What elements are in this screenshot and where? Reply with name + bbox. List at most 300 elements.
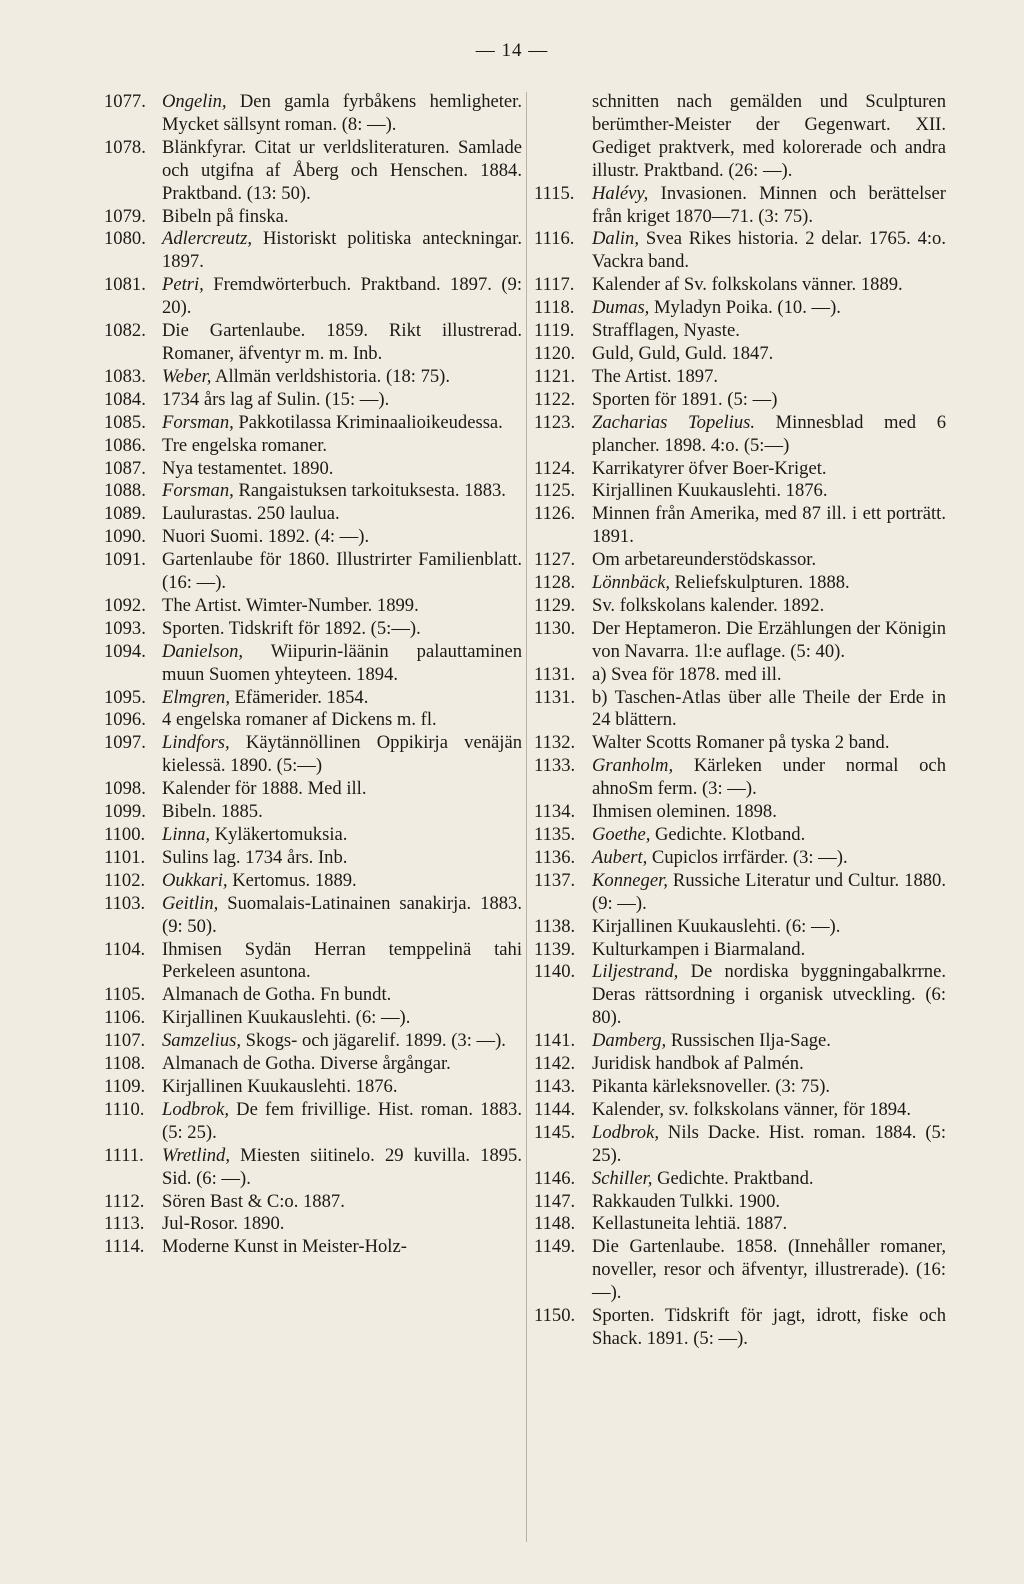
catalog-entry	[104, 1007, 522, 1030]
entry-text	[162, 274, 522, 320]
entry-description: Gedichte. Klotband.	[650, 824, 806, 845]
entry-number: 1139.	[534, 938, 576, 960]
entry-description: Nuori Suomi. 1892. (4: —).	[162, 526, 370, 548]
entry-description: Käytännöllinen Oppikirja venäjän kielessä. 1890. (5:—)	[162, 732, 522, 777]
entry-text	[162, 595, 522, 618]
entry-number: 1143.	[534, 1075, 576, 1097]
entry-description: Almanach de Gotha. Fn bundt.	[162, 984, 392, 1006]
entry-text	[162, 137, 522, 206]
entry-number: 1136.	[534, 846, 576, 868]
entry-text	[162, 709, 522, 732]
entry-author: Dumas,	[592, 297, 650, 319]
catalog-entry	[104, 618, 522, 641]
entry-text	[592, 870, 946, 916]
entry-description: Kyläkertomuksia.	[210, 824, 348, 845]
entry-number: 1079.	[104, 205, 146, 227]
entry-author: Lönnbäck,	[592, 572, 670, 594]
entry-description: Invasionen. Minnen och berättelser från kriget 1870—71. (3: 75).	[592, 182, 946, 227]
entry-text	[162, 1099, 522, 1145]
entry-description: Kulturkampen i Biarmaland.	[592, 938, 806, 960]
entry-number: 1094.	[104, 640, 146, 662]
entry-text	[592, 916, 946, 939]
entry-text	[592, 343, 946, 366]
entry-description: Myladyn Poika. (10. —).	[649, 297, 841, 319]
entry-number: 1121.	[534, 365, 576, 387]
entry-number: 1098.	[104, 778, 146, 800]
entry-text	[162, 1007, 522, 1030]
entry-number: 1102.	[104, 869, 146, 891]
entry-description: Sören Bast & C:o. 1887.	[162, 1190, 345, 1212]
entry-number: 1077.	[104, 91, 146, 112]
entry-text	[592, 1053, 946, 1076]
entry-text	[592, 1213, 946, 1236]
entry-description: Almanach de Gotha. Diverse årgångar.	[162, 1053, 451, 1075]
entry-description: Guld, Guld, Guld. 1847.	[592, 342, 774, 364]
entry-description: Pakkotilassa Kriminaalioikeudessa.	[233, 411, 503, 433]
entry-text	[162, 1236, 522, 1259]
entry-description: Kertomus. 1889.	[227, 869, 357, 891]
entry-author: Elmgren,	[162, 686, 230, 708]
entry-number: 1120.	[534, 342, 576, 364]
entry-number: 1137.	[534, 869, 576, 891]
catalog-entry	[104, 1191, 522, 1214]
catalog-entry	[534, 389, 946, 412]
entry-text	[592, 939, 946, 962]
entry-text	[162, 893, 522, 939]
catalog-entry	[534, 228, 946, 274]
entry-text	[162, 824, 522, 847]
entry-text	[162, 549, 522, 595]
catalog-entry	[104, 687, 522, 710]
entry-text	[162, 458, 522, 481]
catalog-entry	[534, 916, 946, 939]
entry-description: schnitten nach gemälden und Sculpturen berümther-Meister der Gegenwart. XII. Gediget praktverk, med kolorerade och andra illustr. Praktband. (26: —).	[592, 91, 946, 181]
catalog-entry	[534, 297, 946, 320]
entry-description: The Artist. 1897.	[592, 365, 719, 387]
entry-description: Ihmisen oleminen. 1898.	[592, 801, 777, 823]
entry-text	[592, 458, 946, 481]
entry-number: 1093.	[104, 617, 146, 639]
catalog-entry	[534, 847, 946, 870]
catalog-entry	[104, 206, 522, 229]
entry-number: 1131.	[534, 663, 576, 685]
catalog-entry	[104, 1213, 522, 1236]
entry-number: 1097.	[104, 732, 146, 754]
catalog-entry	[104, 1099, 522, 1145]
entry-description: Jul-Rosor. 1890.	[162, 1213, 285, 1235]
catalog-entry	[534, 801, 946, 824]
entry-number: 1122.	[534, 388, 576, 410]
catalog-entry	[104, 389, 522, 412]
entry-text	[162, 1191, 522, 1214]
entry-text	[592, 183, 946, 229]
entry-description: Rakkauden Tulkki. 1900.	[592, 1190, 781, 1212]
entry-number: 1110.	[104, 1098, 145, 1120]
entry-description: Walter Scotts Romaner på tyska 2 band.	[592, 732, 890, 754]
entry-description: Kärleken under normal och ahnoSm ferm. (3: —).	[592, 755, 946, 800]
catalog-entry	[534, 961, 946, 1030]
entry-text	[592, 320, 946, 343]
entry-text	[592, 366, 946, 389]
entry-text	[162, 870, 522, 893]
catalog-entry	[104, 503, 522, 526]
catalog-entry	[104, 458, 522, 481]
catalog-entry	[534, 1213, 946, 1236]
entry-number: 1117.	[534, 274, 575, 296]
entry-number: 1150.	[534, 1305, 576, 1327]
entry-number: 1101.	[104, 846, 146, 868]
entry-text	[592, 1099, 946, 1122]
entry-description: Kirjallinen Kuukauslehti. 1876.	[592, 480, 828, 502]
catalog-entry	[534, 755, 946, 801]
catalog-entry	[104, 1236, 522, 1259]
entry-number: 1096.	[104, 709, 146, 731]
entry-text	[162, 1145, 522, 1191]
catalog-entry	[534, 549, 946, 572]
catalog-entry	[534, 732, 946, 755]
catalog-entry	[534, 1191, 946, 1214]
entry-description: Historiskt politiska anteckningar. 1897.	[162, 228, 522, 273]
entry-description: Russiche Literatur und Cultur. 1880. (9: —).	[592, 869, 946, 914]
entry-number: 1105.	[104, 984, 146, 1006]
entry-number: 1118.	[534, 297, 575, 319]
entry-description: 4 engelska romaner af Dickens m. fl.	[162, 709, 437, 731]
entry-number: 1099.	[104, 801, 146, 823]
entry-number: 1146.	[534, 1167, 576, 1189]
entry-description: Strafflagen, Nyaste.	[592, 320, 740, 342]
entry-number: 1104.	[104, 938, 146, 960]
entry-text	[162, 412, 522, 435]
entry-description: Laulurastas. 250 laulua.	[162, 503, 340, 525]
entry-text	[592, 618, 946, 664]
entry-text	[592, 91, 946, 183]
entry-number: 1125.	[534, 480, 576, 502]
entry-number: 1086.	[104, 434, 146, 456]
entry-author: Oukkari,	[162, 869, 228, 891]
entry-text	[162, 641, 522, 687]
entry-description: Bibeln. 1885.	[162, 801, 263, 823]
catalog-entry	[534, 687, 946, 733]
entry-text	[592, 1030, 946, 1053]
entry-author: Konneger,	[592, 869, 668, 891]
entry-description: Rangaistuksen tarkoituksesta. 1883.	[233, 480, 506, 502]
catalog-entry	[534, 1099, 946, 1122]
entry-text	[162, 526, 522, 549]
entry-text	[592, 755, 946, 801]
entry-author: Forsman,	[162, 411, 234, 433]
entry-text	[162, 1030, 522, 1053]
entry-number: 1090.	[104, 526, 146, 548]
entry-text	[592, 1122, 946, 1168]
catalog-entry	[534, 870, 946, 916]
catalog-entry	[104, 893, 522, 939]
entry-number: 1092.	[104, 594, 146, 616]
entry-number: 1084.	[104, 388, 146, 410]
entry-description: Tre engelska romaner.	[162, 434, 328, 456]
catalog-entry	[104, 1030, 522, 1053]
entry-number	[534, 91, 592, 183]
entry-text	[592, 572, 946, 595]
entry-text	[592, 732, 946, 755]
entry-description: De fem frivillige. Hist. roman. 1883. (5: 25).	[162, 1098, 522, 1143]
entry-text	[162, 228, 522, 274]
entry-description: Om arbetareunderstödskassor.	[592, 549, 817, 571]
entry-description: Skogs- och jägarelif. 1899. (3: —).	[241, 1030, 506, 1052]
entry-number: 1114.	[104, 1236, 145, 1258]
entry-text	[592, 824, 946, 847]
entry-description: Minnen från Amerika, med 87 ill. i ett porträtt. 1891.	[592, 503, 946, 548]
catalog-entry	[534, 480, 946, 503]
entry-author: Samzelius,	[162, 1030, 242, 1052]
entry-author: Ongelin,	[162, 91, 227, 112]
catalog-entry	[104, 137, 522, 206]
entry-text	[592, 480, 946, 503]
catalog-entry	[534, 503, 946, 549]
catalog-entry	[104, 847, 522, 870]
entry-description: Sporten. Tidskrift för 1892. (5:—).	[162, 617, 421, 639]
entry-number: 1145.	[534, 1121, 576, 1143]
entry-author: Wretlind,	[162, 1144, 231, 1166]
entry-number: 1130.	[534, 617, 576, 639]
entry-description: Die Gartenlaube. 1859. Rikt illustrerad. Romaner, äfventyr m. m. Inb.	[162, 320, 522, 364]
entry-text	[162, 847, 522, 870]
entry-number: 1116.	[534, 228, 575, 250]
entry-text	[162, 1076, 522, 1099]
catalog-entry	[104, 870, 522, 893]
entry-author: Halévy,	[592, 182, 649, 204]
catalog-entry	[104, 91, 522, 137]
entry-text	[592, 1076, 946, 1099]
left-column	[104, 91, 522, 1259]
entry-text	[592, 228, 946, 274]
catalog-entry	[534, 572, 946, 595]
entry-description: Sporten för 1891. (5: —)	[592, 388, 778, 410]
entry-text	[162, 91, 522, 137]
catalog-entry	[534, 1168, 946, 1191]
entry-number: 1133.	[534, 755, 576, 777]
catalog-entry	[534, 1076, 946, 1099]
entry-description: Nya testamentet. 1890.	[162, 457, 334, 479]
entry-text	[592, 801, 946, 824]
entry-text	[592, 664, 946, 687]
entry-author: Lodbrok,	[592, 1121, 659, 1143]
entry-text	[592, 297, 946, 320]
entry-author: Forsman,	[162, 480, 234, 502]
entry-number: 1111.	[104, 1144, 144, 1166]
entry-number: 1080.	[104, 228, 146, 250]
entry-text	[592, 687, 946, 733]
entry-description: Kirjallinen Kuukauslehti. 1876.	[162, 1075, 398, 1097]
entry-number: 1148.	[534, 1213, 576, 1235]
entry-number: 1140.	[534, 961, 576, 983]
catalog-entry	[534, 595, 946, 618]
entry-description: Miesten siitinelo. 29 kuvilla. 1895. Sid. (6: —).	[162, 1144, 522, 1189]
catalog-entry	[104, 709, 522, 732]
entry-number: 1141.	[534, 1030, 576, 1052]
entry-number: 1129.	[534, 594, 576, 616]
entry-number: 1131.	[534, 686, 576, 708]
entry-number: 1115.	[534, 182, 575, 204]
catalog-entry	[104, 984, 522, 1007]
catalog-entry	[534, 1236, 946, 1305]
entry-text	[162, 801, 522, 824]
entry-description: The Artist. Wimter-Number. 1899.	[162, 594, 419, 616]
catalog-entry	[104, 526, 522, 549]
catalog-entry	[104, 824, 522, 847]
entry-text	[592, 1191, 946, 1214]
catalog-entry	[104, 595, 522, 618]
catalog-entry	[104, 435, 522, 458]
entry-text	[592, 1168, 946, 1191]
catalog-entry	[104, 366, 522, 389]
entry-author: Aubert,	[592, 846, 648, 868]
entry-description: Efämerider. 1854.	[230, 686, 369, 708]
entry-number: 1134.	[534, 801, 576, 823]
entry-author: Petri,	[162, 274, 204, 296]
entry-number: 1109.	[104, 1075, 146, 1097]
entry-description: Sulins lag. 1734 års. Inb.	[162, 846, 348, 868]
entry-text	[162, 1213, 522, 1236]
entry-number: 1085.	[104, 411, 146, 433]
entry-description: Russischen Ilja-Sage.	[666, 1030, 831, 1052]
catalog-entry	[534, 1305, 946, 1351]
catalog-entry	[104, 1076, 522, 1099]
entry-text	[162, 984, 522, 1007]
entry-author: Dalin,	[592, 228, 640, 250]
entry-number: 1124.	[534, 457, 576, 479]
entry-description: Wiipurin-läänin palauttaminen muun Suomen yhteyteen. 1894.	[162, 640, 522, 685]
entry-description: Karrikatyrer öfver Boer-Kriget.	[592, 457, 827, 479]
entry-author: Lodbrok,	[162, 1098, 229, 1120]
entry-description: Cupiclos irrfärder. (3: —).	[647, 846, 848, 868]
entry-text	[162, 618, 522, 641]
catalog-entry	[104, 732, 522, 778]
catalog-entry	[534, 1122, 946, 1168]
entry-description: a) Svea för 1878. med ill.	[592, 663, 782, 685]
entry-description: Svea Rikes historia. 2 delar. 1765. 4:o. Vackra band.	[592, 228, 946, 273]
entry-author: Granholm,	[592, 755, 674, 777]
entry-description: Sv. folkskolans kalender. 1892.	[592, 594, 825, 616]
entry-description: Bibeln på finska.	[162, 205, 289, 227]
entry-description: Kellastuneita lehtiä. 1887.	[592, 1213, 788, 1235]
right-column	[534, 91, 946, 1351]
entry-text	[592, 389, 946, 412]
entry-description: Blänkfyrar. Citat ur verldsliteraturen. Samlade och utgifna af Åberg och Henschen. 1884. Praktband. (13: 50).	[162, 136, 522, 204]
entry-description: Pikanta kärleksnoveller. (3: 75).	[592, 1075, 831, 1097]
entry-text	[592, 503, 946, 549]
catalog-entry	[534, 366, 946, 389]
entry-number: 1107.	[104, 1030, 146, 1052]
catalog-entry	[534, 1053, 946, 1076]
entry-description: Moderne Kunst in Meister-Holz-	[162, 1236, 407, 1258]
entry-text	[592, 274, 946, 297]
entry-number: 1081.	[104, 274, 146, 296]
entry-description: Juridisk handbok af Palmén.	[592, 1053, 804, 1075]
entry-author: Goethe,	[592, 824, 651, 845]
entry-number: 1113.	[104, 1213, 145, 1235]
catalog-entry	[534, 458, 946, 481]
entry-author: Linna,	[162, 824, 211, 845]
entry-text	[162, 435, 522, 458]
entry-description: Kirjallinen Kuukauslehti. (6: —).	[592, 915, 841, 937]
entry-number: 1103.	[104, 892, 146, 914]
entry-author: Lindfors,	[162, 732, 230, 754]
entry-number: 1128.	[534, 572, 576, 594]
catalog-entry	[534, 320, 946, 343]
entry-number: 1142.	[534, 1053, 576, 1075]
catalog-entry	[534, 664, 946, 687]
entry-description: 1734 års lag af Sulin. (15: —).	[162, 388, 390, 410]
entry-text	[162, 480, 522, 503]
entry-number: 1100.	[104, 824, 146, 845]
entry-text	[162, 778, 522, 801]
entry-number: 1082.	[104, 320, 146, 342]
catalog-entry	[104, 939, 522, 985]
entry-number: 1135.	[534, 824, 576, 845]
entry-number: 1089.	[104, 503, 146, 525]
entry-text	[162, 1053, 522, 1076]
entry-number: 1147.	[534, 1190, 576, 1212]
entry-text	[592, 1305, 946, 1351]
entry-number: 1138.	[534, 915, 576, 937]
entry-author: Adlercreutz,	[162, 228, 253, 250]
entry-number: 1088.	[104, 480, 146, 502]
entry-number: 1091.	[104, 549, 146, 571]
catalog-entry	[534, 412, 946, 458]
catalog-entry	[534, 274, 946, 297]
entry-author: Weber,	[162, 365, 212, 387]
entry-description: Allmän verldshistoria. (18: 75).	[211, 365, 451, 387]
catalog-entry	[104, 480, 522, 503]
catalog-entry	[534, 91, 946, 183]
catalog-entry	[104, 641, 522, 687]
entry-description: Der Heptameron. Die Erzählungen der Königin von Navarra. 1l:e auflage. (5: 40).	[592, 617, 946, 662]
catalog-entry	[104, 549, 522, 595]
catalog-entry	[104, 274, 522, 320]
entry-description: b) Taschen-Atlas über alle Theile der Erde in 24 blättern.	[592, 686, 946, 731]
catalog-entry	[104, 1053, 522, 1076]
entry-description: Minnesblad med 6 plancher. 1898. 4:o. (5:—)	[592, 411, 946, 456]
entry-author: Liljestrand,	[592, 961, 679, 983]
entry-number: 1078.	[104, 136, 146, 158]
entry-description: Kalender för 1888. Med ill.	[162, 778, 367, 800]
entry-author: Geitlin,	[162, 892, 219, 914]
entry-number: 1083.	[104, 365, 146, 387]
catalog-entry	[104, 1145, 522, 1191]
entry-number: 1108.	[104, 1053, 146, 1075]
entry-description: Suomalais-Latinainen sanakirja. 1883. (9: 50).	[162, 892, 522, 937]
entry-number: 1087.	[104, 457, 146, 479]
entry-description: Sporten. Tidskrift för jagt, idrott, fiske och Shack. 1891. (5: —).	[592, 1305, 946, 1349]
entry-number: 1095.	[104, 686, 146, 708]
entry-description: Ihmisen Sydän Herran temppelinä tahi Perkeleen asuntona.	[162, 938, 522, 983]
catalog-entry	[104, 228, 522, 274]
entry-number: 1149.	[534, 1236, 576, 1258]
entry-text	[162, 687, 522, 710]
catalog-entry	[104, 801, 522, 824]
catalog-entry	[534, 183, 946, 229]
entry-author: Damberg,	[592, 1030, 667, 1052]
entry-description: Fremdwörterbuch. Praktband. 1897. (9: 20).	[162, 274, 522, 319]
entry-description: Gartenlaube för 1860. Illustrirter Familienblatt. (16: —).	[162, 549, 522, 594]
catalog-entry	[534, 824, 946, 847]
entry-text	[162, 503, 522, 526]
entry-number: 1106.	[104, 1007, 146, 1029]
catalog-entry	[534, 618, 946, 664]
entry-text	[592, 847, 946, 870]
page-number: — 14 —	[475, 40, 549, 61]
column-divider	[526, 92, 527, 1542]
